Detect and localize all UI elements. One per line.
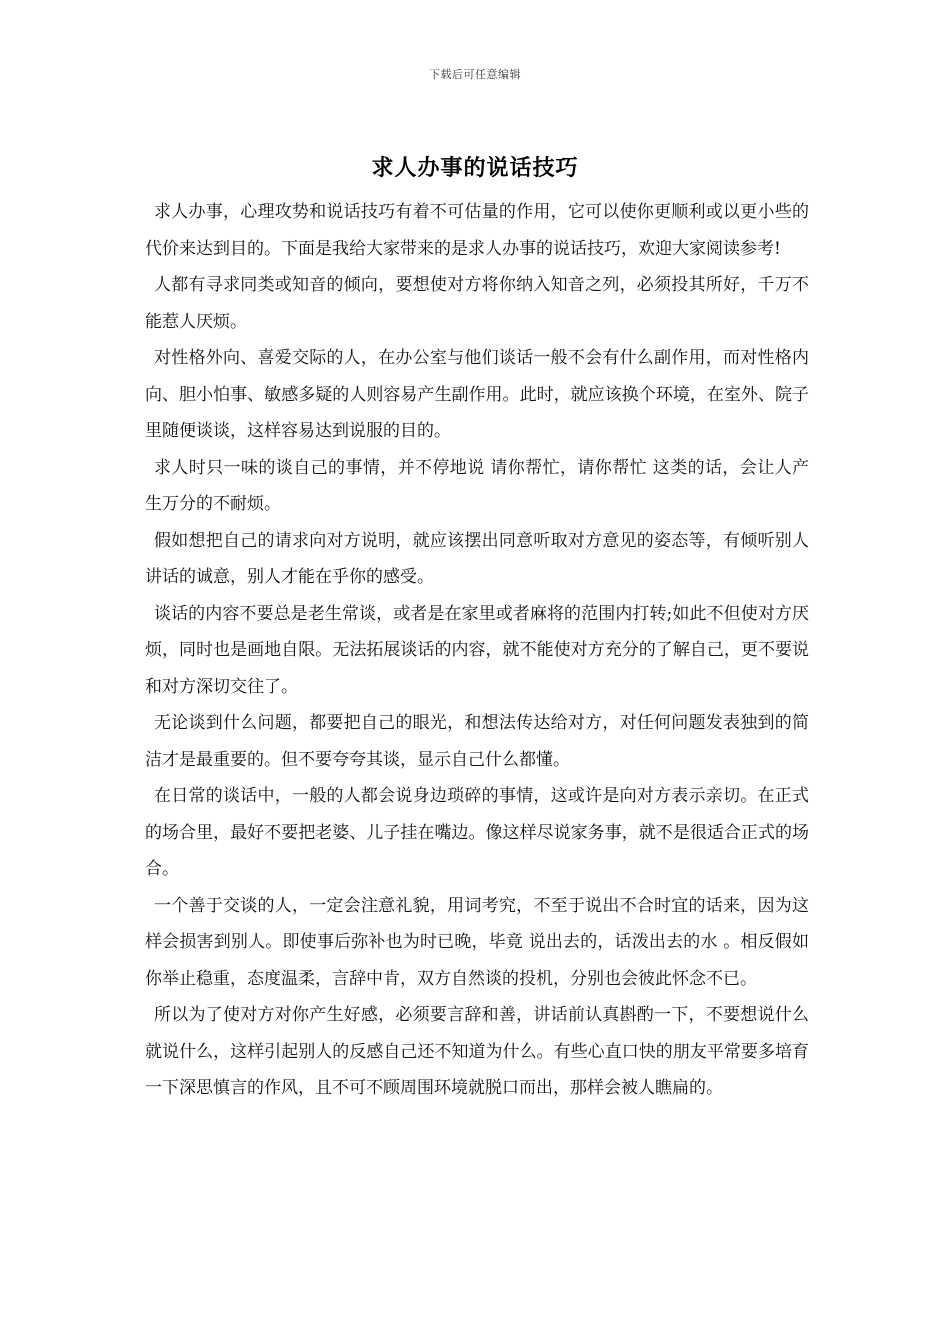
document-body (145, 194, 809, 1107)
paragraph: 求人时只一味的谈自己的事情，并不停地说 请你帮忙，请你帮忙 这类的话，会让人产生万分的不耐烦。 (145, 457, 809, 514)
paragraph: 在日常的谈话中，一般的人都会说身边琐碎的事情，这或许是向对方表示亲切。在正式的场合里，最好不要把老婆、儿子挂在嘴边。像这样尽说家务事，就不是很适合正式的场合。 (145, 786, 809, 879)
paragraph: 人都有寻求同类或知音的倾向，要想使对方将你纳入知音之列，必须投其所好，千万不能惹人厌烦。 (145, 275, 809, 332)
paragraph: 一个善于交谈的人，一定会注意礼貌，用词考究，不至于说出不合时宜的话来，因为这样会损害到别人。即使事后弥补也为时已晚，毕竟 说出去的，话泼出去的水 。相反假如你举止稳重，态度温柔，言辞中肯，双方自然谈的投机，分别也会彼此怀念不已。 (145, 895, 809, 989)
paragraph: 假如想把自己的请求向对方说明，就应该摆出同意听取对方意见的姿态等，有倾听别人讲话的诚意，别人才能在乎你的感受。 (145, 530, 809, 587)
document-title: 求人办事的说话技巧 (371, 155, 579, 181)
paragraph: 求人办事，心理攻势和说话技巧有着不可估量的作用，它可以使你更顺利或以更小些的代价来达到目的。下面是我给大家带来的是求人办事的说话技巧，欢迎大家阅读参考! (145, 202, 809, 259)
page-header-note: 下载后可任意编辑 (429, 68, 521, 81)
paragraph: 所以为了使对方对你产生好感，必须要言辞和善，讲话前认真斟酌一下，不要想说什么就说什么，这样引起别人的反感自己还不知道为什么。有些心直口快的朋友平常要多培育一下深思慎言的作风，且不可不顾周围环境就脱口而出，那样会被人瞧扁的。 (145, 1005, 809, 1098)
paragraph: 对性格外向、喜爱交际的人，在办公室与他们谈话一般不会有什么副作用，而对性格内向、胆小怕事、敏感多疑的人则容易产生副作用。此时，就应该换个环境，在室外、院子里随便谈谈，这样容易达到说服的目的。 (145, 348, 809, 441)
paragraph: 谈话的内容不要总是老生常谈，或者是在家里或者麻将的范围内打转;如此不但使对方厌烦，同时也是画地自限。无法拓展谈话的内容，就不能使对方充分的了解自己，更不要说和对方深切交往了。 (145, 603, 809, 697)
paragraph: 无论谈到什么问题，都要把自己的眼光，和想法传达给对方，对任何问题发表独到的简洁才是最重要的。但不要夸夸其谈，显示自己什么都懂。 (145, 713, 809, 770)
